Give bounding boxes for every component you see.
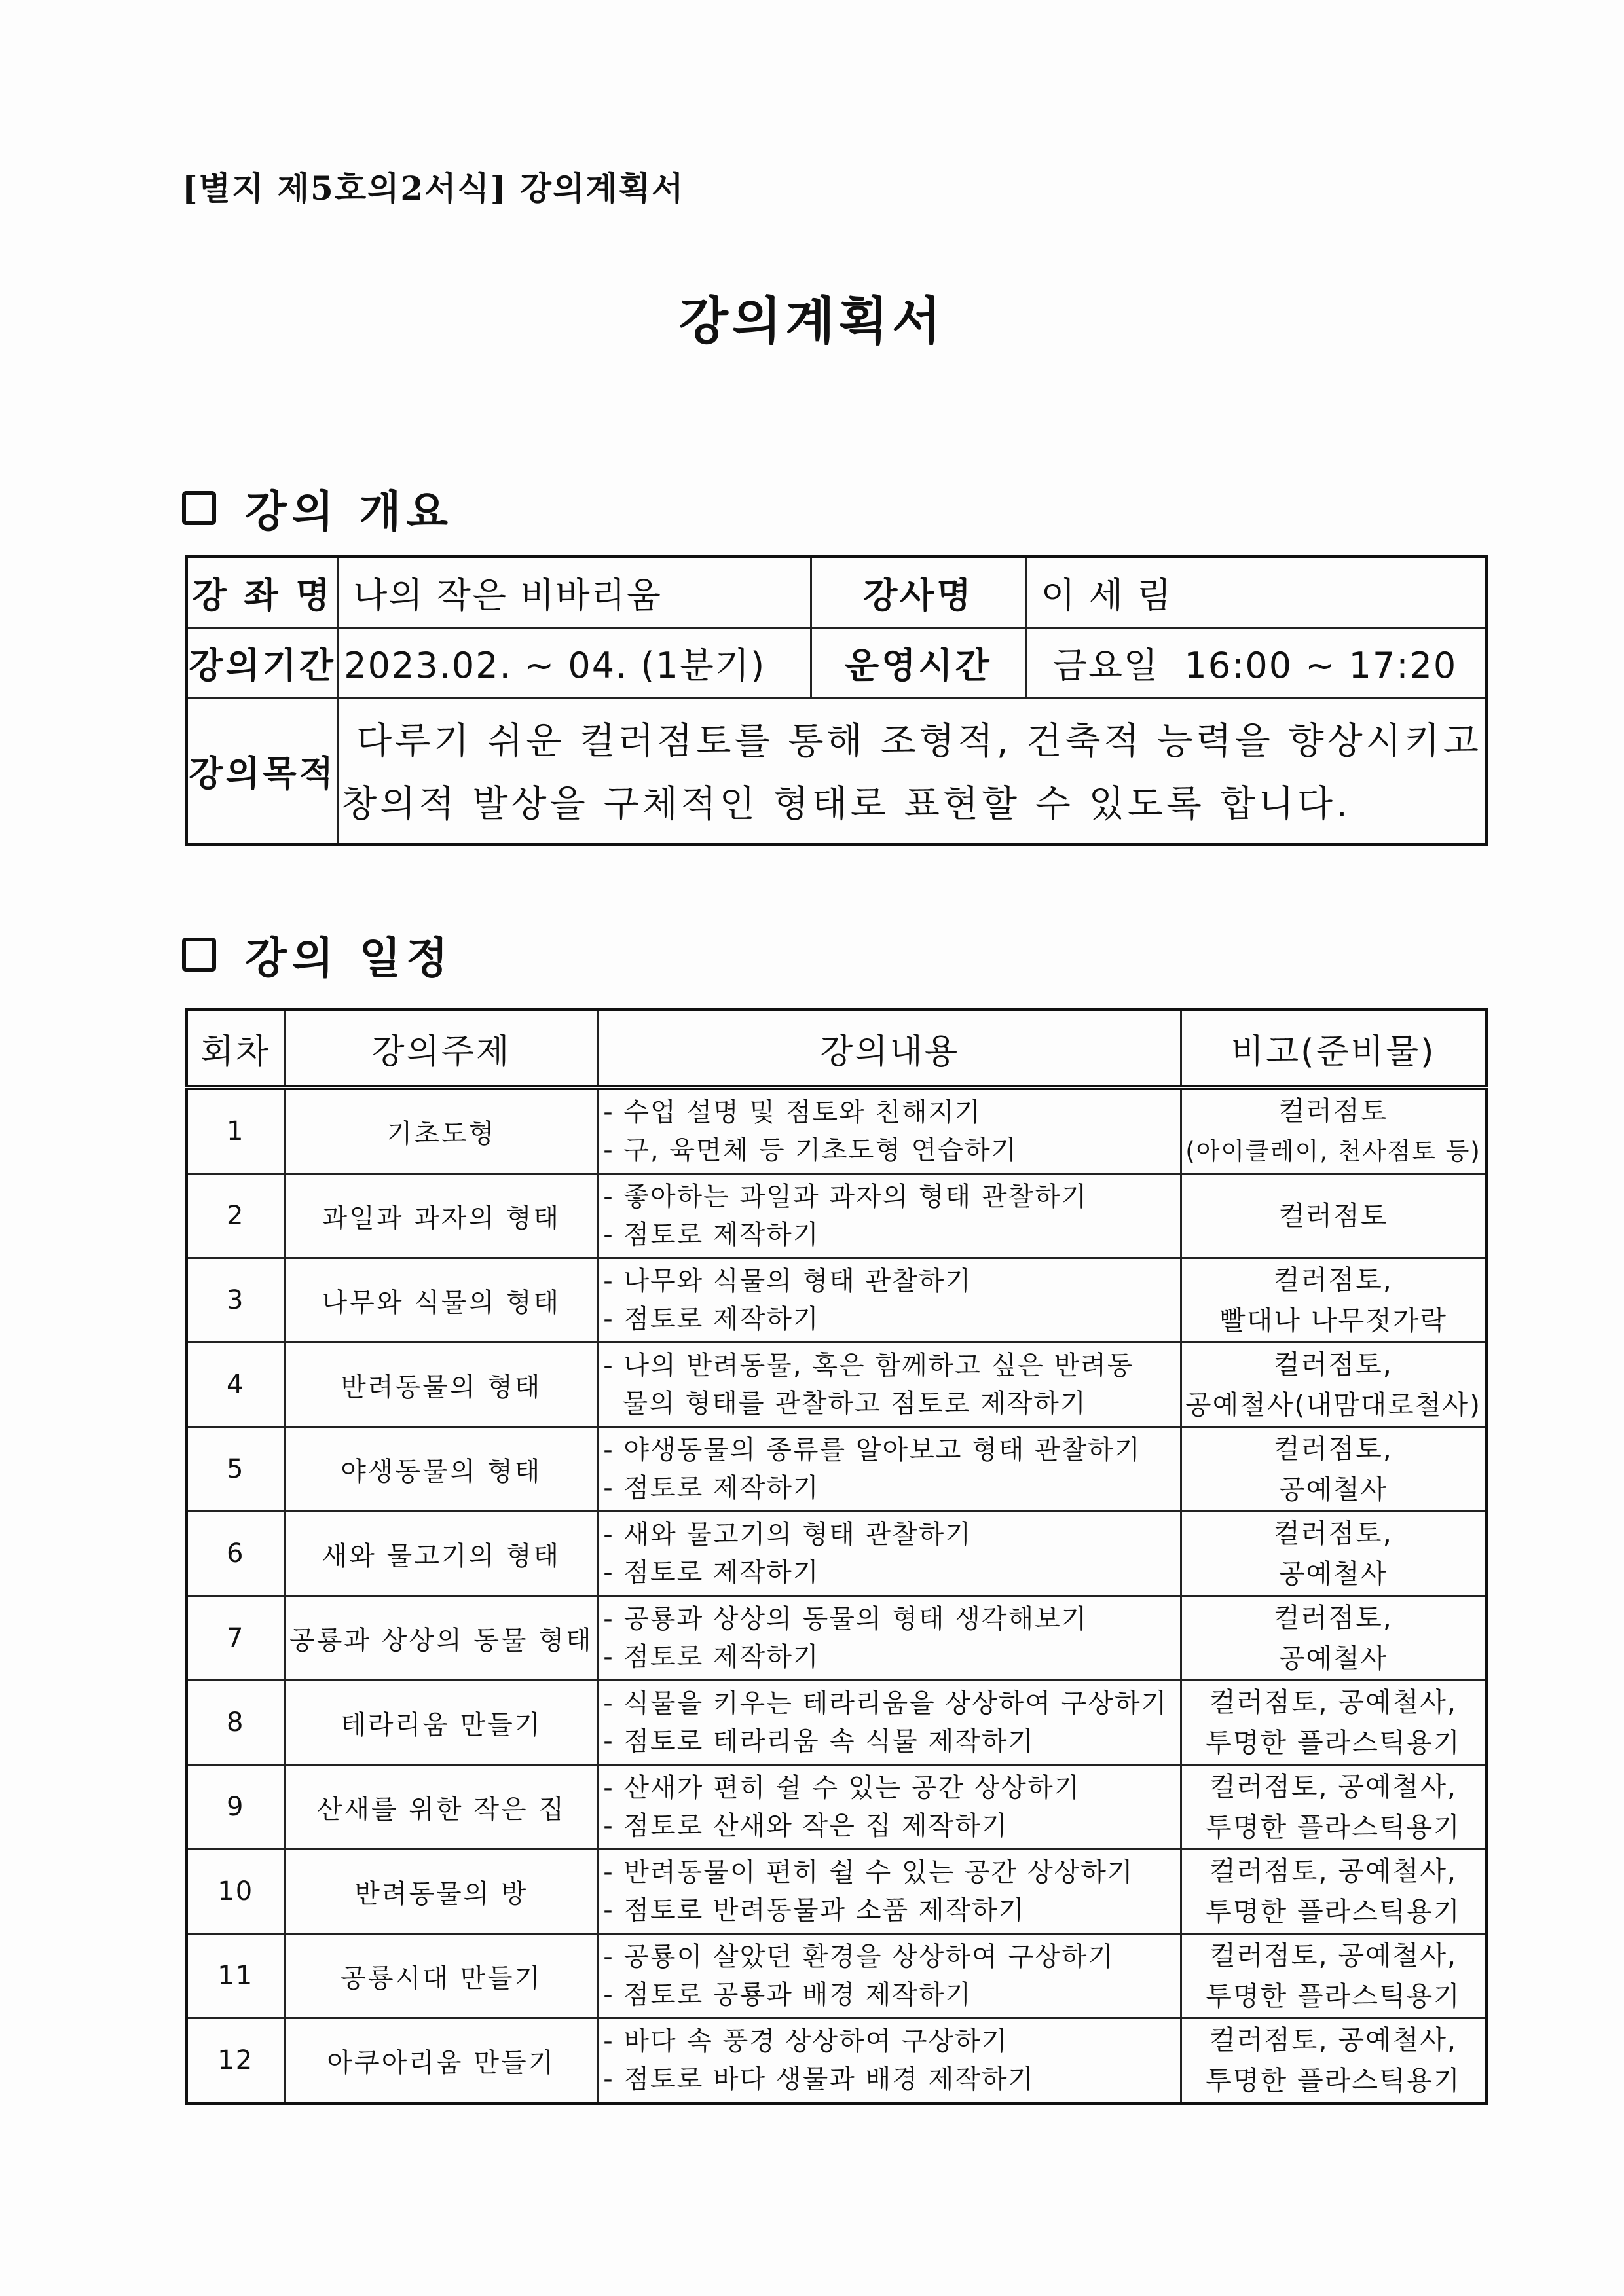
session-topic: 공룡과 상상의 동물 형태 <box>284 1596 599 1681</box>
notes-line: 컬러점토, <box>1274 1602 1393 1633</box>
content-line: - 점토로 테라리움 속 식물 제작하기 <box>603 1726 1035 1757</box>
session-number: 7 <box>187 1596 285 1681</box>
notes-line: 컬러점토, <box>1274 1518 1393 1549</box>
content-line: - 산새가 편히 쉴 수 있는 공간 상상하기 <box>603 1773 1081 1803</box>
notes-line: 컬러점토 <box>1278 1095 1388 1127</box>
content-line: - 점토로 반려동물과 소품 제작하기 <box>603 1895 1025 1925</box>
notes-line: 공예철사 <box>1278 1558 1388 1590</box>
instructor-label: 강사명 <box>811 557 1025 628</box>
schedule-table <box>185 1008 1488 2105</box>
session-number: 12 <box>187 2018 285 2104</box>
content-line: - 공룡과 상상의 동물의 형태 생각해보기 <box>603 1604 1088 1634</box>
purpose-value <box>338 698 1486 845</box>
content-line: - 수업 설명 및 점토와 친해지기 <box>603 1097 982 1127</box>
schedule-body <box>187 1087 1486 2104</box>
session-content <box>599 1596 1181 1681</box>
session-content <box>599 1087 1181 1174</box>
checkbox-square-icon <box>182 491 216 525</box>
session-notes <box>1181 2018 1486 2104</box>
session-content <box>599 1681 1181 1765</box>
section-heading-overview <box>182 477 453 539</box>
table-row <box>187 1850 1486 1934</box>
table-row <box>187 1596 1486 1681</box>
session-notes <box>1181 1765 1486 1850</box>
session-topic: 산새를 위한 작은 집 <box>284 1765 599 1850</box>
table-row <box>187 1087 1486 1174</box>
section-heading-label: 강의 개요 <box>245 486 454 537</box>
content-line: - 바다 속 풍경 상상하여 구상하기 <box>603 2026 1008 2056</box>
notes-line: (아이클레이, 천사점토 등) <box>1185 1137 1481 1165</box>
session-notes <box>1181 1934 1486 2018</box>
content-line: - 점토로 바다 생물과 배경 제작하기 <box>603 2064 1035 2094</box>
content-line: - 공룡이 살았던 환경을 상상하여 구상하기 <box>603 1942 1115 1972</box>
session-content <box>599 1765 1181 1850</box>
content-line: - 좋아하는 과일과 과자의 형태 관찰하기 <box>603 1182 1088 1212</box>
session-number: 5 <box>187 1427 285 1512</box>
session-content <box>599 1934 1181 2018</box>
session-notes <box>1181 1174 1486 1258</box>
session-topic: 나무와 식물의 형태 <box>284 1258 599 1343</box>
content-line: - 야생동물의 종류를 알아보고 형태 관찰하기 <box>603 1435 1141 1465</box>
content-line: - 나무와 식물의 형태 관찰하기 <box>603 1266 972 1296</box>
overview-row <box>187 628 1486 698</box>
overview-table <box>185 555 1488 846</box>
content-line: - 새와 물고기의 형태 관찰하기 <box>603 1520 972 1550</box>
session-number: 8 <box>187 1681 285 1765</box>
content-line: - 점토로 제작하기 <box>603 1642 820 1672</box>
table-row <box>187 1258 1486 1343</box>
session-content <box>599 1343 1181 1427</box>
notes-line: 컬러점토, 공예철사, <box>1209 1686 1458 1718</box>
session-number: 10 <box>187 1850 285 1934</box>
schedule-header-row <box>187 1010 1486 1088</box>
content-line: - 점토로 제작하기 <box>603 1473 820 1503</box>
session-topic: 과일과 과자의 형태 <box>284 1174 599 1258</box>
session-number: 9 <box>187 1765 285 1850</box>
session-notes <box>1181 1681 1486 1765</box>
session-number: 4 <box>187 1343 285 1427</box>
session-number: 6 <box>187 1512 285 1596</box>
purpose-label: 강의목적 <box>187 698 338 845</box>
purpose-line: 창의적 발상을 구체적인 형태로 표현할 수 있도록 합니다. <box>341 783 1351 826</box>
session-notes <box>1181 1258 1486 1343</box>
notes-line: 투명한 플라스틱용기 <box>1206 1896 1461 1927</box>
session-topic: 반려동물의 방 <box>284 1850 599 1934</box>
session-topic: 공룡시대 만들기 <box>284 1934 599 2018</box>
table-row <box>187 1427 1486 1512</box>
content-line: - 점토로 제작하기 <box>603 1304 820 1334</box>
time-label: 운영시간 <box>811 628 1025 698</box>
notes-line: 공예철사 <box>1278 1474 1388 1505</box>
form-tag: [별지 제5호의2서식] 강의계획서 <box>182 169 685 208</box>
session-topic: 테라리움 만들기 <box>284 1681 599 1765</box>
notes-line: 투명한 플라스틱용기 <box>1206 1727 1461 1758</box>
session-notes <box>1181 1596 1486 1681</box>
period-label: 강의기간 <box>187 628 338 698</box>
notes-line: 투명한 플라스틱용기 <box>1206 1980 1461 2012</box>
session-number: 11 <box>187 1934 285 2018</box>
overview-row <box>187 698 1486 845</box>
notes-line: 컬러점토, <box>1274 1349 1393 1380</box>
notes-line: 컬러점토, 공예철사, <box>1209 1855 1458 1887</box>
column-header: 강의내용 <box>599 1010 1181 1088</box>
table-row <box>187 1512 1486 1596</box>
notes-line: 빨대나 나무젓가락 <box>1219 1305 1447 1336</box>
notes-line: 컬러점토, 공예철사, <box>1209 1940 1458 1971</box>
session-topic: 새와 물고기의 형태 <box>284 1512 599 1596</box>
session-content <box>599 2018 1181 2104</box>
content-line: - 점토로 제작하기 <box>603 1220 820 1250</box>
content-line: - 반려동물이 편히 쉴 수 있는 공간 상상하기 <box>603 1857 1134 1887</box>
notes-line: 컬러점토, 공예철사, <box>1209 2024 1458 2056</box>
session-notes <box>1181 1427 1486 1512</box>
content-line: - 점토로 제작하기 <box>603 1558 820 1588</box>
time-value: 금요일 16:00 ~ 17:20 <box>1025 628 1486 698</box>
table-row <box>187 2018 1486 2104</box>
content-line: - 점토로 공룡과 배경 제작하기 <box>603 1980 972 2010</box>
session-notes <box>1181 1087 1486 1174</box>
overview-row <box>187 557 1486 628</box>
session-topic: 기초도형 <box>284 1087 599 1174</box>
table-row <box>187 1934 1486 2018</box>
session-topic: 반려동물의 형태 <box>284 1343 599 1427</box>
session-content <box>599 1427 1181 1512</box>
column-header: 강의주제 <box>284 1010 599 1088</box>
notes-line: 공예철사(내맘대로철사) <box>1185 1389 1482 1421</box>
content-line: - 나의 반려동물, 혹은 함께하고 싶은 반려동 <box>603 1351 1134 1381</box>
document-title: 강의계획서 <box>678 291 946 351</box>
table-row <box>187 1174 1486 1258</box>
session-number: 2 <box>187 1174 285 1258</box>
purpose-line: 다루기 쉬운 컬러점토를 통해 조형적, 건축적 능력을 향상시키고 <box>341 720 1482 763</box>
column-header: 회차 <box>187 1010 285 1088</box>
period-value: 2023.02. ~ 04. (1분기) <box>338 628 811 698</box>
session-content <box>599 1512 1181 1596</box>
session-content <box>599 1258 1181 1343</box>
table-row <box>187 1765 1486 1850</box>
notes-line: 투명한 플라스틱용기 <box>1206 2065 1461 2096</box>
section-heading-schedule <box>182 923 453 985</box>
instructor-value: 이 세 림 <box>1025 557 1486 628</box>
notes-line: 컬러점토, <box>1274 1433 1393 1465</box>
notes-line: 투명한 플라스틱용기 <box>1206 1812 1461 1843</box>
session-content <box>599 1850 1181 1934</box>
content-line: - 식물을 키우는 테라리움을 상상하여 구상하기 <box>603 1688 1168 1719</box>
content-line: - 구, 육면체 등 기초도형 연습하기 <box>603 1135 1018 1165</box>
session-number: 1 <box>187 1087 285 1174</box>
table-row <box>187 1343 1486 1427</box>
course-name-value: 나의 작은 비바리움 <box>338 557 811 628</box>
column-header: 비고(준비물) <box>1181 1010 1486 1088</box>
content-line: 물의 형태를 관찰하고 점토로 제작하기 <box>603 1389 1087 1419</box>
session-topic: 아쿠아리움 만들기 <box>284 2018 599 2104</box>
notes-line: 공예철사 <box>1278 1643 1388 1674</box>
session-topic: 야생동물의 형태 <box>284 1427 599 1512</box>
session-content <box>599 1174 1181 1258</box>
session-notes <box>1181 1512 1486 1596</box>
checkbox-square-icon <box>182 938 216 972</box>
session-number: 3 <box>187 1258 285 1343</box>
table-row <box>187 1681 1486 1765</box>
notes-line: 컬러점토, <box>1274 1264 1393 1296</box>
session-notes <box>1181 1343 1486 1427</box>
section-heading-label: 강의 일정 <box>245 932 454 983</box>
notes-line: 컬러점토, 공예철사, <box>1209 1771 1458 1802</box>
notes-line: 컬러점토 <box>1278 1200 1388 1231</box>
course-name-label: 강 좌 명 <box>187 557 338 628</box>
content-line: - 점토로 산새와 작은 집 제작하기 <box>603 1811 1008 1841</box>
session-notes <box>1181 1850 1486 1934</box>
